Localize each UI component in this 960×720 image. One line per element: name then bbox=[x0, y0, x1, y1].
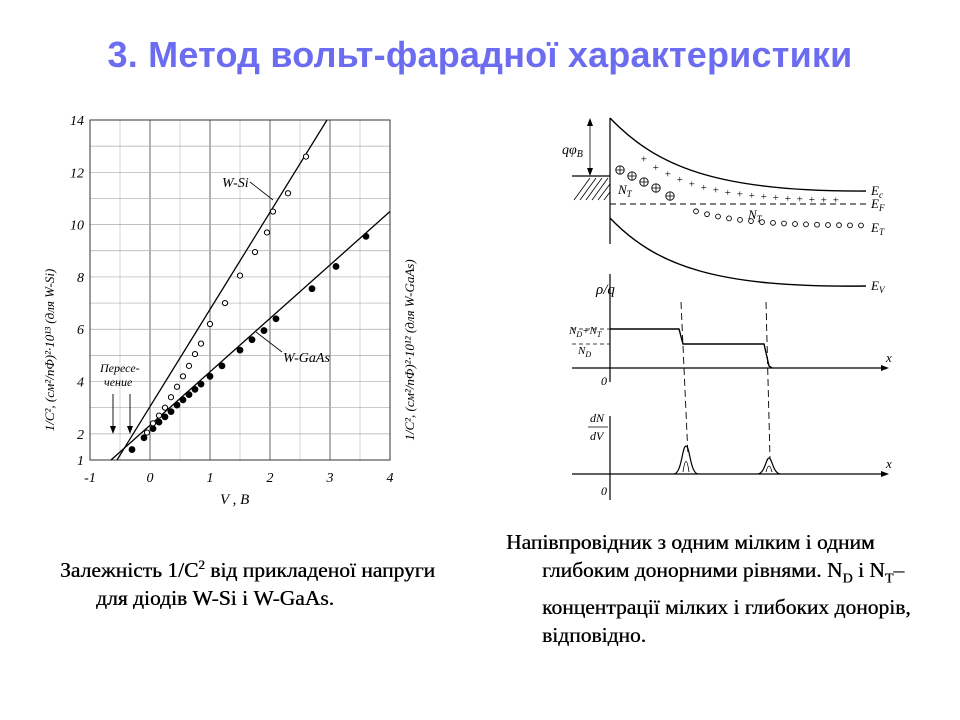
data-point-w-si bbox=[174, 384, 179, 389]
data-point-w-si bbox=[186, 363, 191, 368]
valence-band-edge bbox=[610, 218, 866, 286]
plus-sign: + bbox=[652, 161, 660, 174]
data-point-w-si bbox=[264, 230, 269, 235]
y-tick-label: 6 bbox=[77, 323, 84, 339]
conduction-band-edge bbox=[610, 118, 866, 191]
data-point-w-gaas bbox=[333, 264, 339, 270]
plus-sign: + bbox=[688, 178, 696, 191]
data-point-w-gaas bbox=[309, 286, 315, 292]
x-axis-label: V , B bbox=[220, 492, 250, 508]
charge-density-profile bbox=[610, 329, 772, 368]
data-point-w-si bbox=[156, 413, 161, 418]
projection-line-1 bbox=[681, 302, 688, 456]
series-label-w-gaas-leader bbox=[256, 332, 282, 352]
data-point-w-si bbox=[285, 191, 290, 196]
data-point-w-gaas bbox=[141, 435, 147, 441]
deep-level-circle bbox=[793, 222, 798, 227]
data-point-w-gaas bbox=[261, 328, 267, 334]
y-tick-label: 14 bbox=[70, 114, 84, 129]
x-axis-1-label: x bbox=[886, 350, 892, 365]
deep-level-circle bbox=[837, 223, 842, 228]
data-point-w-si bbox=[168, 395, 173, 400]
deep-level-circle bbox=[694, 209, 699, 214]
intersection-arrowhead-2 bbox=[127, 426, 133, 434]
data-point-w-gaas bbox=[156, 419, 162, 425]
series-label-w-gaas: W-GaAs bbox=[283, 351, 330, 366]
data-point-w-si bbox=[303, 154, 308, 159]
deep-level-circle bbox=[738, 217, 743, 222]
data-point-w-gaas bbox=[162, 414, 168, 420]
barrier-arrowhead-bottom bbox=[587, 168, 593, 176]
zero-label-1: 0 bbox=[601, 374, 607, 388]
deep-level-circle bbox=[782, 221, 787, 226]
data-point-w-gaas bbox=[174, 402, 180, 408]
data-point-w-gaas bbox=[237, 347, 243, 353]
data-point-w-gaas bbox=[180, 397, 186, 403]
barrier-arrowhead-top bbox=[587, 118, 593, 126]
deep-level-circle bbox=[848, 223, 853, 228]
y-axis-label-right: 1/C², (см²/пФ)²·10¹² (для W-GaAs) bbox=[402, 259, 417, 441]
slide-title: 3. Метод вольт-фарадної характеристики bbox=[107, 34, 853, 75]
nd-label: $N_D$ bbox=[578, 345, 592, 359]
plus-sign: + bbox=[748, 190, 756, 203]
data-point-w-gaas bbox=[192, 386, 198, 392]
data-point-w-gaas bbox=[150, 426, 156, 432]
data-point-w-gaas bbox=[249, 337, 255, 343]
data-point-w-si bbox=[198, 341, 203, 346]
data-point-w-gaas bbox=[168, 409, 174, 415]
y-tick-label: 10 bbox=[70, 218, 84, 234]
plus-sign: + bbox=[796, 193, 804, 206]
data-point-w-si bbox=[180, 374, 185, 379]
projection-line-2 bbox=[766, 302, 770, 458]
deep-level-circle bbox=[804, 222, 809, 227]
dndv-numerator: dN bbox=[590, 411, 605, 425]
ef-label: $E_F$ bbox=[871, 196, 885, 213]
plus-sign: + bbox=[640, 153, 648, 166]
data-point-w-gaas bbox=[207, 373, 213, 379]
y-tick-label: 2 bbox=[77, 427, 84, 443]
plus-sign: + bbox=[676, 174, 684, 187]
plus-sign: + bbox=[712, 184, 720, 197]
intersection-annotation: Пересе-чение bbox=[100, 361, 140, 389]
data-point-w-si bbox=[162, 405, 167, 410]
plus-sign: + bbox=[664, 168, 672, 181]
band-diagram bbox=[536, 96, 906, 516]
x-axis-2-label: x bbox=[886, 456, 892, 471]
plus-sign: + bbox=[760, 191, 768, 204]
data-point-w-si bbox=[192, 351, 197, 356]
plus-sign: + bbox=[736, 188, 744, 201]
data-point-w-gaas bbox=[198, 381, 204, 387]
rho-over-q-label: ρ/q bbox=[596, 282, 615, 298]
data-point-w-gaas bbox=[129, 447, 135, 453]
x-axis-1-arrow bbox=[881, 365, 889, 371]
dndv-peak-2-inner bbox=[766, 466, 772, 472]
data-point-w-gaas bbox=[363, 233, 369, 239]
et-label: $E_T$ bbox=[871, 220, 884, 237]
x-axis-2-arrow bbox=[881, 471, 889, 477]
data-point-w-si bbox=[252, 249, 257, 254]
data-point-w-si bbox=[222, 300, 227, 305]
data-point-w-gaas bbox=[273, 316, 279, 322]
data-point-w-si bbox=[207, 321, 212, 326]
x-tick-label: 3 bbox=[326, 471, 334, 486]
barrier-height-label: $q\varphi_B$ bbox=[562, 143, 583, 160]
deep-level-circle bbox=[826, 223, 831, 228]
x-tick-label: 2 bbox=[266, 471, 274, 486]
deep-level-circle bbox=[815, 222, 820, 227]
series-label-w-si-leader bbox=[250, 182, 273, 200]
nt-left-label: $N_T$ bbox=[618, 182, 632, 199]
data-point-w-si bbox=[237, 273, 242, 278]
y-tick-label: 8 bbox=[77, 270, 84, 286]
data-point-w-gaas bbox=[186, 392, 192, 398]
y-tick-label: 1 bbox=[77, 454, 84, 469]
plus-sign: + bbox=[772, 192, 780, 205]
deep-level-circle bbox=[727, 216, 732, 221]
data-point-w-si bbox=[150, 421, 155, 426]
nd-nt-label: $N_D+N_T$ bbox=[569, 325, 602, 339]
deep-trap-level-circles bbox=[694, 209, 864, 228]
nt-right-label: $N_T$ bbox=[748, 207, 762, 224]
chart-tick-labels bbox=[70, 114, 394, 486]
dndv-peak-1-inner bbox=[683, 462, 689, 473]
y-tick-label: 4 bbox=[77, 375, 84, 391]
intersection-arrowhead-1 bbox=[110, 426, 116, 434]
data-point-w-gaas bbox=[219, 363, 225, 369]
zero-label-2: 0 bbox=[601, 484, 607, 498]
dndv-peak-1 bbox=[674, 446, 698, 474]
data-point-w-si bbox=[270, 209, 275, 214]
x-tick-label: 1 bbox=[206, 471, 214, 486]
ev-label: $E_V$ bbox=[871, 278, 885, 295]
y-axis-label-left: 1/C², (см²/пФ)²·10¹³ (для W-Si) bbox=[42, 268, 57, 432]
deep-level-circle bbox=[705, 212, 710, 217]
diagram-caption: Напівпровідник з одним мілким і одним глибоким донорними рівнями. $N_D$ і $N_T-$ концентрації мілких і глибоких донорів, відповідно. bbox=[506, 530, 911, 648]
fit-line-w-si bbox=[117, 120, 327, 460]
cv-chart bbox=[42, 100, 420, 520]
x-tick-label: 0 bbox=[146, 471, 154, 486]
chart-caption: Залежність $1/С^2$ від прикладеної напруги для діодів W-Si і W-GaAs. bbox=[60, 557, 435, 611]
plus-sign: + bbox=[808, 194, 816, 207]
deep-level-circle bbox=[771, 220, 776, 225]
plus-sign: + bbox=[700, 181, 708, 194]
y-tick-label: 12 bbox=[70, 166, 84, 182]
plus-sign: + bbox=[820, 194, 828, 207]
deep-level-circle bbox=[716, 214, 721, 219]
series-label-w-si: W-Si bbox=[222, 176, 249, 191]
plus-sign: + bbox=[832, 194, 840, 207]
chart-grid bbox=[90, 120, 390, 460]
plus-sign: + bbox=[724, 186, 732, 199]
plus-sign: + bbox=[784, 192, 792, 205]
dndv-denominator: dV bbox=[590, 429, 604, 443]
data-point-w-si bbox=[144, 430, 149, 435]
metal-hatch bbox=[574, 178, 610, 200]
x-tick-label: -1 bbox=[84, 471, 96, 486]
x-tick-label: 4 bbox=[386, 471, 394, 486]
deep-level-circle bbox=[859, 223, 864, 228]
chart-fit-lines bbox=[111, 120, 390, 460]
ec-label: $E_c$ bbox=[871, 183, 883, 200]
chart-annotations bbox=[42, 176, 417, 508]
